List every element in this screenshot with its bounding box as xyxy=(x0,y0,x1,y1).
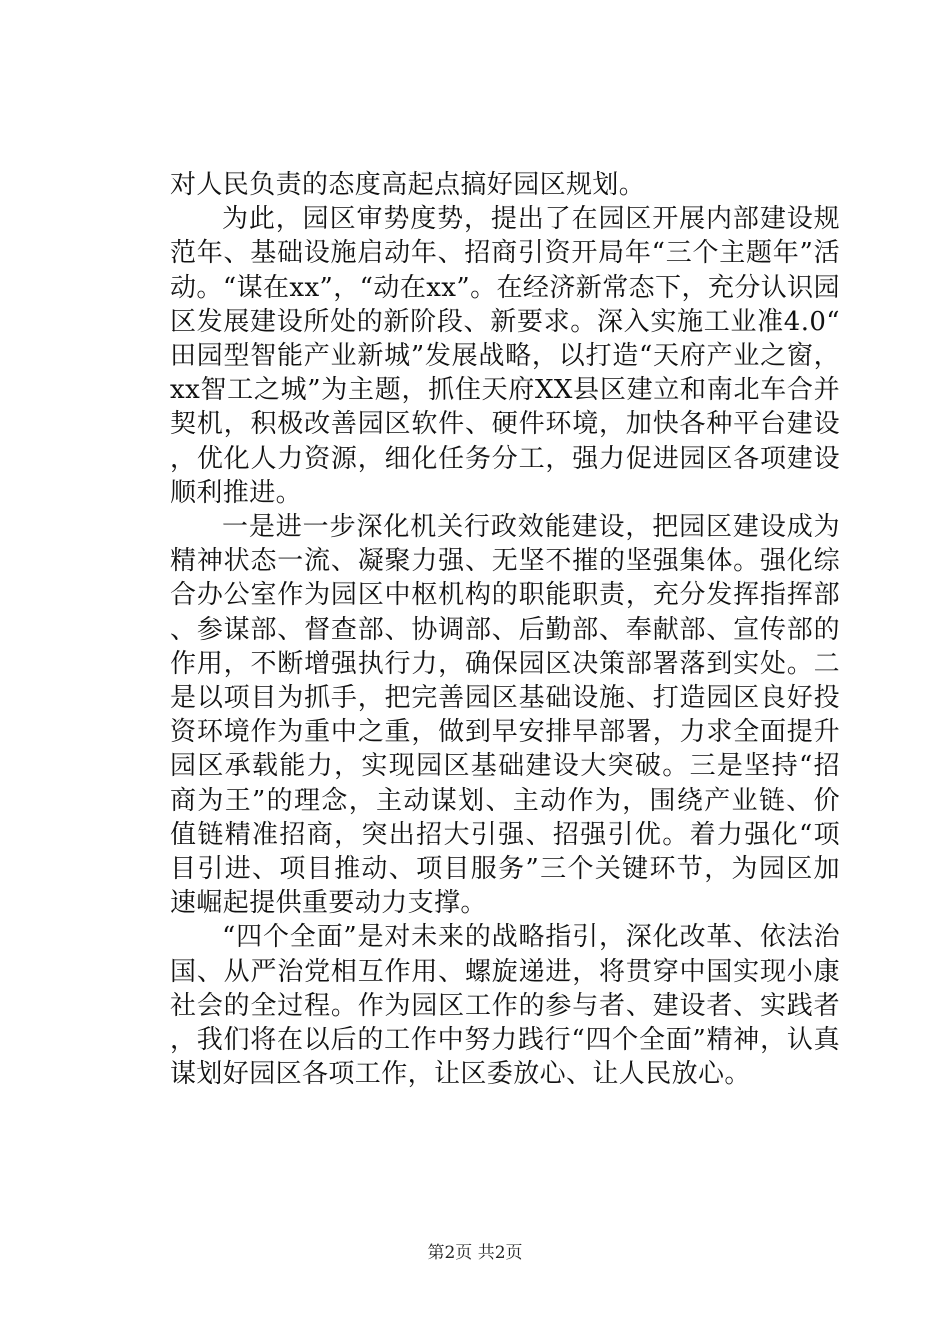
page-footer: 第2页 共2页 xyxy=(427,1243,523,1263)
paragraph-4: “四个全面”是对未来的战略指引，深化改革、依法治国、从严治党相互作用、螺旋递进，将贯穿中国实现小康社会的全过程。作为园区工作的参与者、建设者、实践者，我们将在以后的工作中努力践行“四个全面”精神，认真谋划好园区各项工作，让区委放心、让人民放心。 xyxy=(170,922,840,1090)
paragraph-2: 为此，园区审势度势，提出了在园区开展内部建设规范年、基础设施启动年、招商引资开局年“三个主题年”活动。“谋在xx”，“动在xx”。在经济新常态下，充分认识园区发展建设所处的新阶段、新要求。深入实施工业准4.0“田园型智能产业新城”发展战略，以打造“天府产业之窗，xx智工之城”为主题，抓住天府XX县区建立和南北车合并契机，积极改善园区软件、硬件环境，加快各种平台建设，优化人力资源，细化任务分工，强力促进园区各项建设顺利推进。 xyxy=(170,204,840,508)
paragraph-1: 对人民负责的态度高起点搞好园区规划。 xyxy=(170,170,646,200)
paragraph-3: 一是进一步深化机关行政效能建设，把园区建设成为精神状态一流、凝聚力强、无坚不摧的坚强集体。强化综合办公室作为园区中枢机构的职能职责，充分发挥指挥部、参谋部、督查部、协调部、后勤部、奉献部、宣传部的作用，不断增强执行力，确保园区决策部署落到实处。二是以项目为抓手，把完善园区基础设施、打造园区良好投资环境作为重中之重，做到早安排早部署，力求全面提升园区承载能力，实现园区基础建设大突破。三是坚持“招商为王”的理念，主动谋划、主动作为，围绕产业链、价值链精准招商，突出招大引强、招强引优。着力强化“项目引进、项目推动、项目服务”三个关键环节，为园区加速崛起提供重要动力支撑。 xyxy=(170,512,840,919)
document-body xyxy=(170,168,840,1091)
